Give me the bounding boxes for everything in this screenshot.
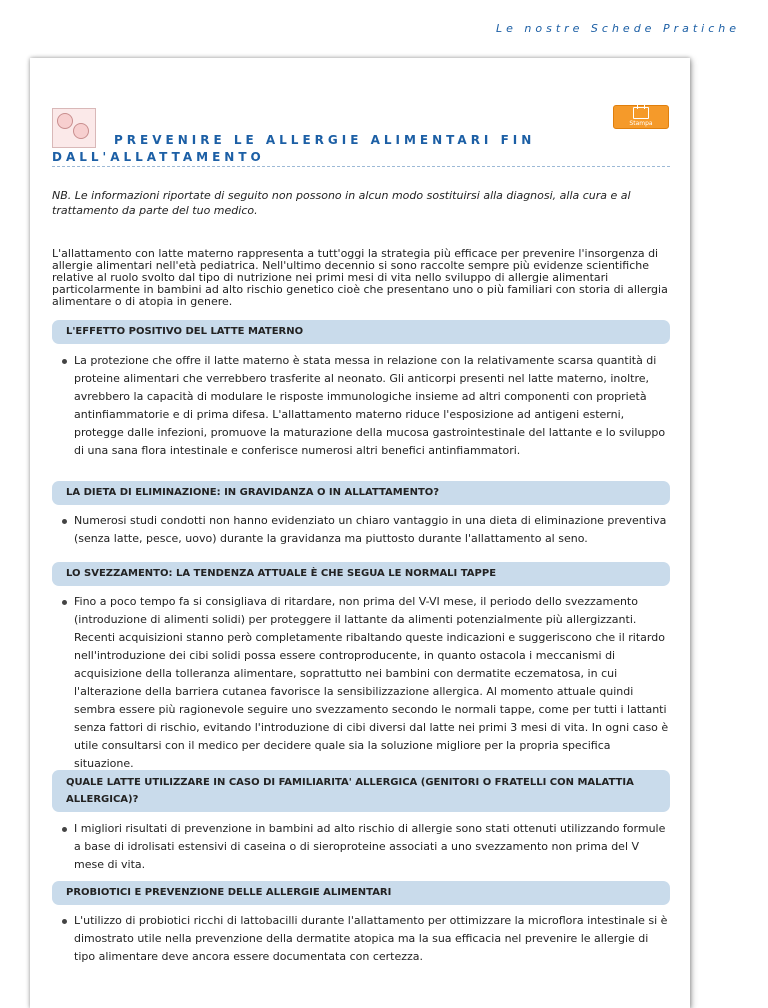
section-text: Numerosi studi condotti non hanno evidenziato un chiaro vantaggio in una dieta di eliminazione preventiva (senza latte, pesce, uovo) durante la gravidanza ma piuttosto durante l'allattamento al seno. bbox=[74, 514, 667, 545]
print-button[interactable] bbox=[613, 105, 669, 129]
section-text: La protezione che offre il latte materno è stata messa in relazione con la relativamente scarsa quantità di proteine alimentari che verrebbero trasferite al neonato. Gli anticorpi presenti nel latte materno, inoltre, avrebbero la capacità di modulare le risposte immunologiche insieme ad altri componenti con proprietà antinfiammatorie e di prima difesa. L'allattamento materno riduce l'esposizione ad antigeni esterni, protegge dalle infezioni, promuove la maturazione della mucosa gastrointestinale del lattante e lo sviluppo di una sana flora intestinale e conferisce numerosi altri benefici antinfiammatori. bbox=[74, 354, 666, 457]
print-button-label: Stampa bbox=[629, 120, 653, 127]
bullet-icon bbox=[62, 519, 67, 524]
section-heading: PROBIOTICI E PREVENZIONE DELLE ALLERGIE ALIMENTARI bbox=[52, 881, 670, 905]
section-heading: LA DIETA DI ELIMINAZIONE: IN GRAVIDANZA O IN ALLATTAMENTO? bbox=[52, 481, 670, 505]
section-body bbox=[62, 352, 670, 460]
bullet-icon bbox=[62, 600, 67, 605]
section-text: Fino a poco tempo fa si consigliava di ritardare, non prima del V-VI mese, il periodo dello svezzamento (introduzione di alimenti solidi) per proteggere il lattante da alimenti potenzialmente più allergizzanti. Recenti acquisizioni stanno però completamente ribaltando queste indicazioni e suggeriscono che il ritardo nell'introduzione dei cibi solidi possa essere controproducente, in quanto ostacola i meccanismi di acquisizione della tolleranza alimentare, soprattutto nei bambini con dermatite eczematosa, in cui l'alterazione della barriera cutanea favorisce la sensibilizzazione allergica. Al momento attuale quindi sembra essere più ragionevole seguire uno svezzamento secondo le normali tappe, come per tutti i lattanti senza fattori di rischio, evitando l'introduzione di cibi diversi dal latte nei primi 3 mesi di vita. In ogni caso è utile consultarsi con il medico per decidere quale sia la soluzione migliore per la propria specifica situazione. bbox=[74, 595, 669, 770]
section-text: I migliori risultati di prevenzione in bambini ad alto rischio di allergie sono stati ottenuti utilizzando formule a base di idrolisati estensivi di caseina o di sieroproteine associati a uno svezzamento non prima del V mese di vita. bbox=[74, 822, 666, 871]
bullet-icon bbox=[62, 827, 67, 832]
page-title: PREVENIRE LE ALLERGIE ALIMENTARI FIN DALL'ALLATTAMENTO bbox=[52, 133, 536, 164]
section-heading: QUALE LATTE UTILIZZARE IN CASO DI FAMILIARITA' ALLERGICA (GENITORI O FRATELLI CON MALATTIA ALLERGICA)? bbox=[52, 770, 670, 812]
printer-icon bbox=[633, 107, 649, 119]
section-body bbox=[62, 593, 670, 773]
section-body bbox=[62, 512, 670, 548]
section-body bbox=[62, 912, 670, 966]
medical-disclaimer: NB. Le informazioni riportate di seguito non possono in alcun modo sostituirsi alla diagnosi, alla cura e al trattamento da parte del tuo medico. bbox=[52, 189, 631, 217]
section-heading: LO SVEZZAMENTO: LA TENDENZA ATTUALE È CHE SEGUA LE NORMALI TAPPE bbox=[52, 562, 670, 586]
intro-paragraph: L'allattamento con latte materno rappresenta a tutt'oggi la strategia più efficace per prevenire l'insorgenza di allergie alimentari nell'età pediatrica. Nell'ultimo decennio si sono raccolte sempre più evidenze scientifiche relative al ruolo svolto dal tipo di nutrizione nei primi mesi di vita nello sviluppo di allergie alimentari particolarmente in bambini ad alto rischio genetico cioè che presentano uno o più familiari con storia di allergia alimentare o di atopia in genere. bbox=[52, 247, 668, 308]
title-divider bbox=[52, 166, 670, 167]
bullet-icon bbox=[62, 919, 67, 924]
section-heading: L'EFFETTO POSITIVO DEL LATTE MATERNO bbox=[52, 320, 670, 344]
bullet-icon bbox=[62, 359, 67, 364]
section-text: L'utilizzo di probiotici ricchi di lattobacilli durante l'allattamento per ottimizzare la microflora intestinale si è dimostrato utile nella prevenzione della dermatite atopica ma la sua efficacia nel prevenire le allergie di tipo alimentare deve ancora essere documentata con certezza. bbox=[74, 914, 668, 963]
site-tagline: Le nostre Schede Pratiche bbox=[496, 22, 740, 35]
illustration-face-icon bbox=[57, 113, 73, 129]
section-body bbox=[62, 820, 670, 874]
